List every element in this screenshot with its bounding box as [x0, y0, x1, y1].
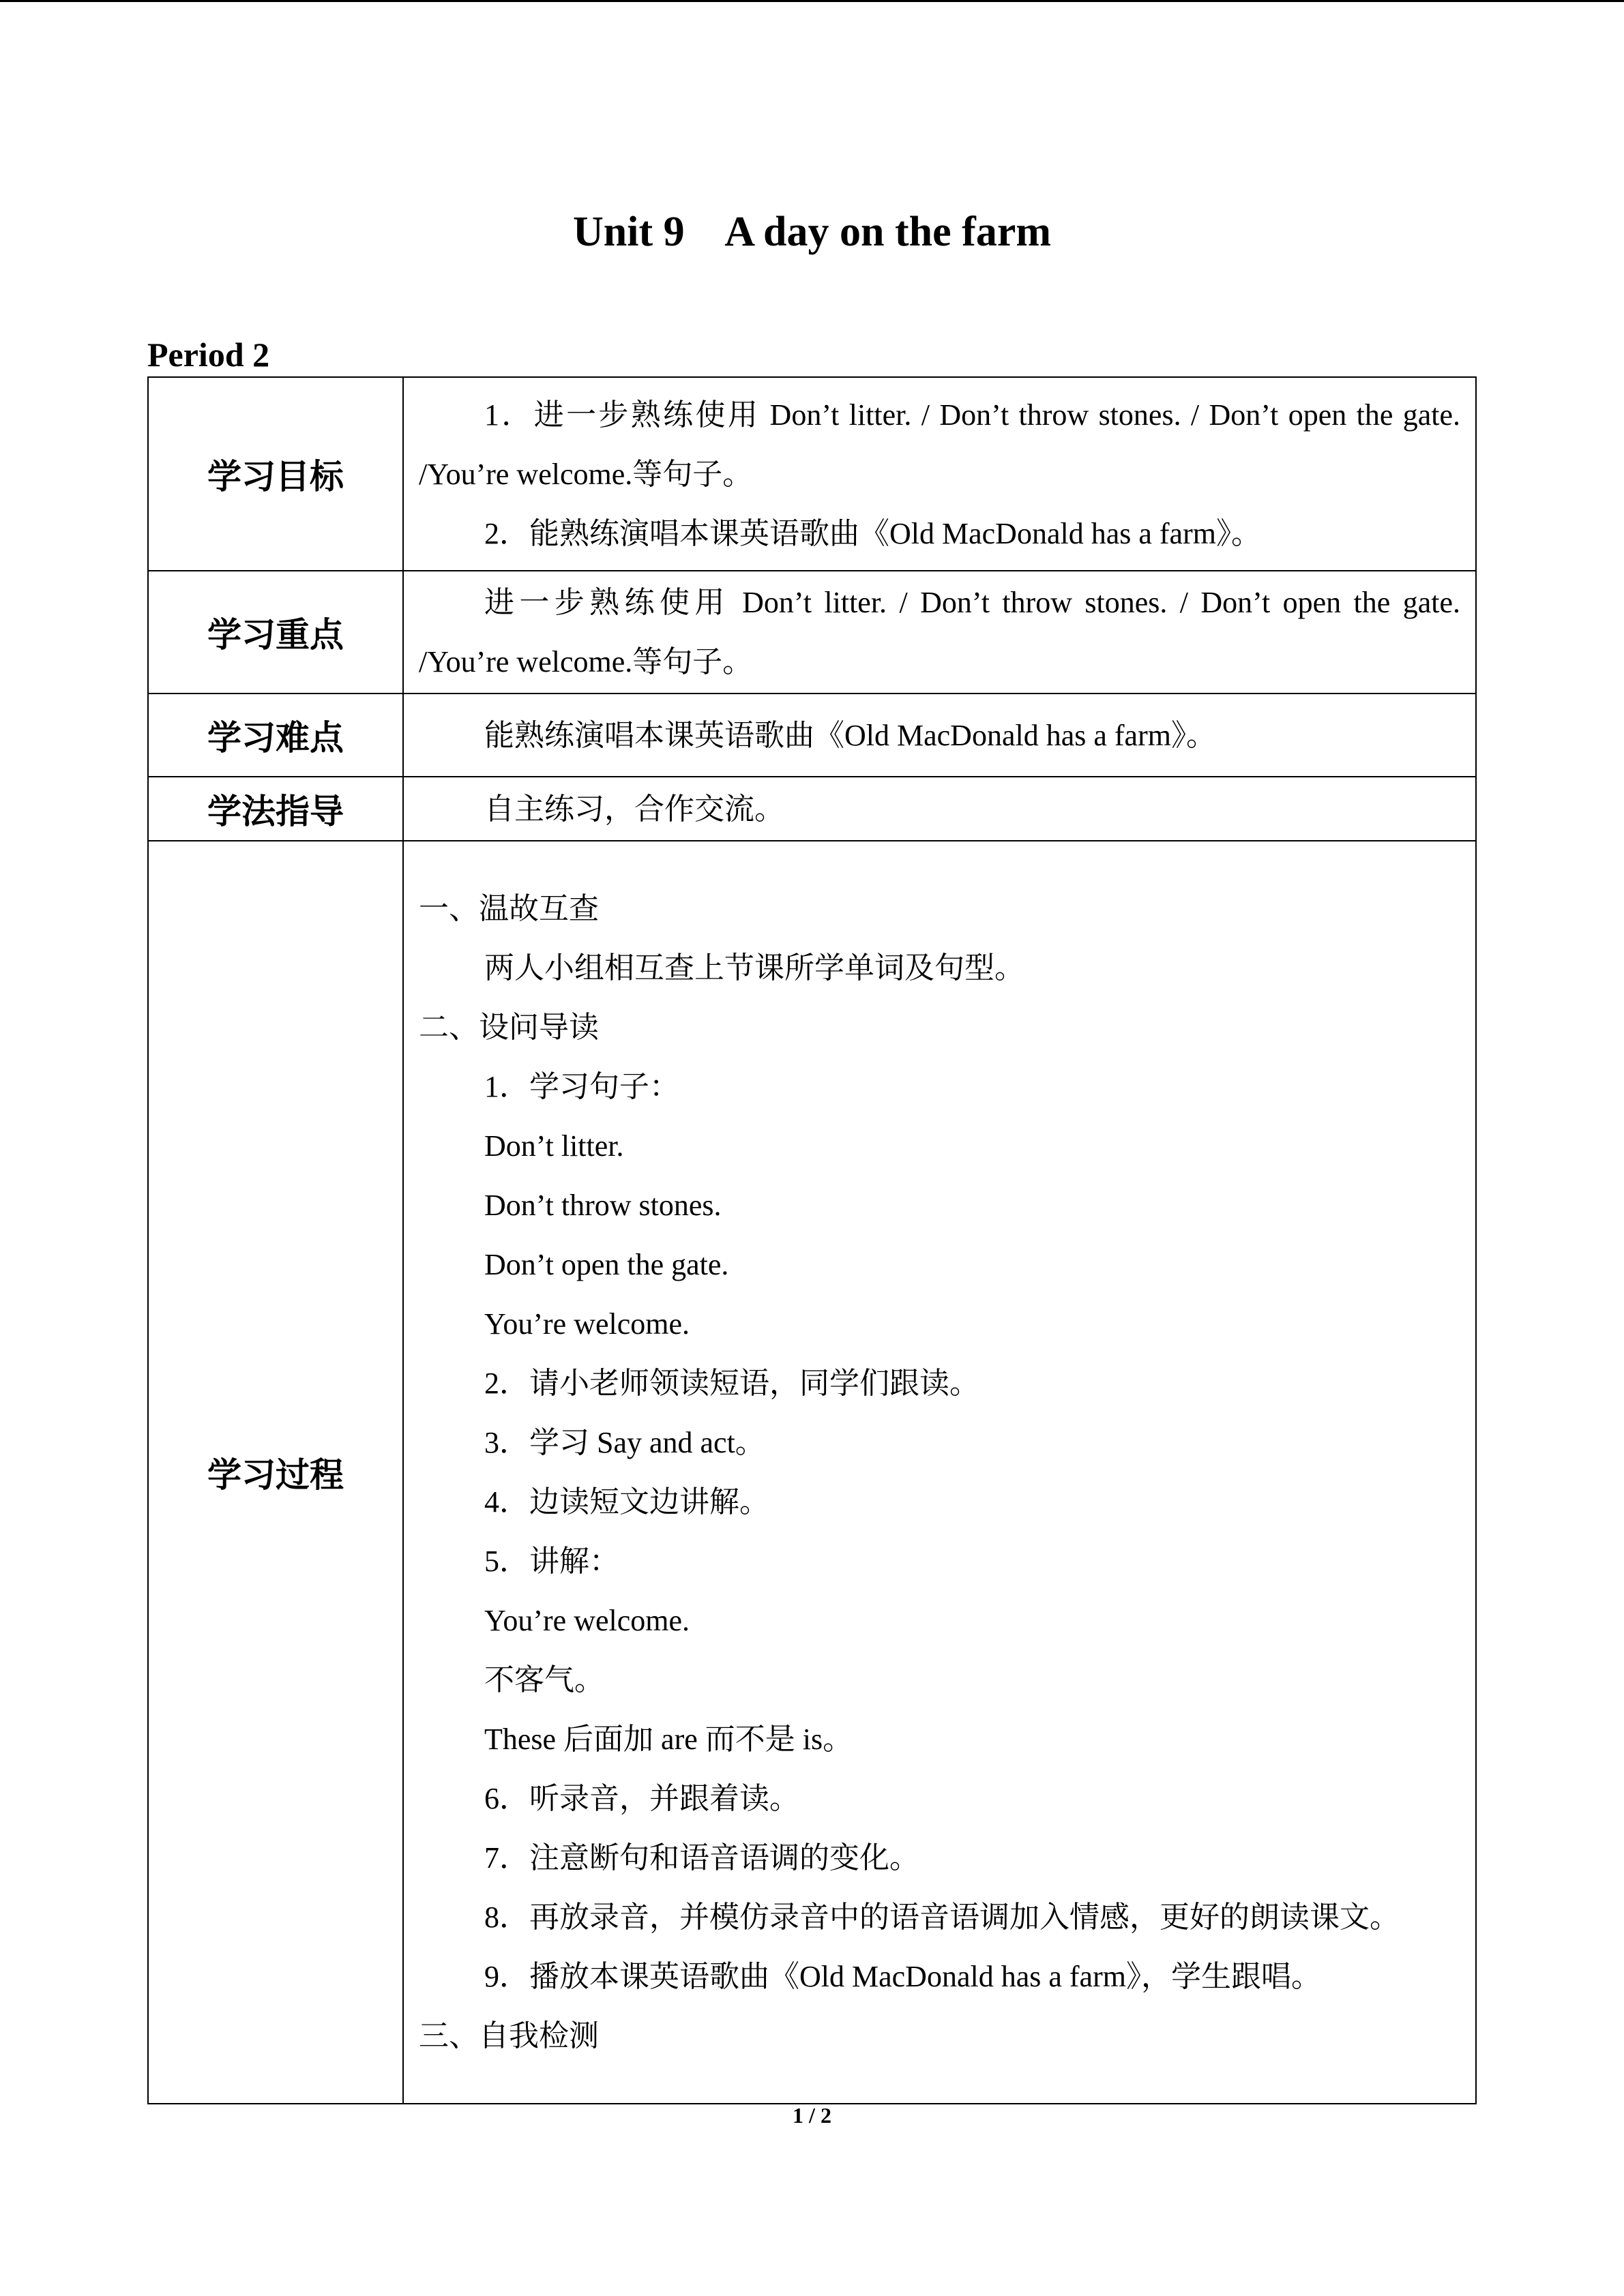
process-item: Don’t throw stones. — [484, 1189, 722, 1222]
method-text: 自主练习，合作交流。 — [484, 792, 784, 826]
top-border-rule — [0, 0, 1624, 2]
section-2-heading: 二、设问导读 — [419, 1011, 599, 1044]
section-1-text: 两人小组相互查上节课所学单词及句型。 — [484, 951, 1024, 985]
process-item: 4．边读短文边讲解。 — [484, 1485, 769, 1519]
key-points-text: 进一步熟练使用 Don’t litter. / Don’t throw stones. / Don’t open the gate. /You’re welcome.等句子。 — [419, 586, 1460, 679]
process-item: Don’t open the gate. — [484, 1248, 729, 1281]
key-points-label: 学习重点 — [148, 571, 403, 694]
process-item: 9．播放本课英语歌曲《Old MacDonald has a farm》，学生跟唱。 — [484, 1960, 1321, 1993]
page-indicator: 1 / 2 — [793, 2103, 831, 2128]
method-label: 学法指导 — [148, 777, 403, 841]
key-points-content — [403, 571, 1476, 694]
table-row-key-points — [148, 571, 1476, 694]
goals-label: 学习目标 — [148, 377, 403, 571]
process-item: 3．学习 Say and act。 — [484, 1426, 765, 1459]
period-heading: Period 2 — [147, 336, 270, 374]
method-content — [403, 777, 1476, 841]
table-row-difficulties — [148, 694, 1476, 777]
process-content — [403, 841, 1476, 2104]
document-title: Unit 9 A day on the farm — [573, 209, 1051, 255]
goals-content — [403, 377, 1476, 571]
section-1-heading: 一、温故互查 — [419, 892, 599, 925]
process-item: These 后面加 are 而不是 is。 — [484, 1723, 853, 1756]
process-item: 5．讲解： — [484, 1545, 619, 1578]
process-item: You’re welcome. — [484, 1307, 690, 1341]
difficulties-label: 学习难点 — [148, 694, 403, 777]
goals-line-1: 1．进一步熟练使用 Don’t litter. / Don’t throw stones. / Don’t open the gate. /You’re welcome.等句子。 — [419, 398, 1460, 491]
section-3-heading: 三、自我检测 — [419, 2019, 599, 2053]
process-item: 1．学习句子： — [484, 1070, 679, 1103]
process-item: Don’t litter. — [484, 1129, 624, 1163]
lesson-plan-table — [147, 376, 1477, 2104]
process-item: 不客气。 — [484, 1663, 604, 1697]
process-label: 学习过程 — [148, 841, 403, 2104]
difficulties-text: 能熟练演唱本课英语歌曲《Old MacDonald has a farm》。 — [484, 718, 1216, 752]
goals-line-2: 2．能熟练演唱本课英语歌曲《Old MacDonald has a farm》。 — [484, 516, 1261, 550]
table-row-method — [148, 777, 1476, 841]
process-item: 2．请小老师领读短语，同学们跟读。 — [484, 1367, 979, 1400]
process-item: 6．听录音，并跟着读。 — [484, 1782, 799, 1815]
process-item: 7．注意断句和语音语调的变化。 — [484, 1841, 919, 1875]
process-item: 8．再放录音，并模仿录音中的语音语调加入情感，更好的朗读课文。 — [484, 1900, 1400, 1934]
difficulties-content — [403, 694, 1476, 777]
table-row-goals — [148, 377, 1476, 571]
table-row-process — [148, 841, 1476, 2104]
process-item: You’re welcome. — [484, 1604, 690, 1637]
